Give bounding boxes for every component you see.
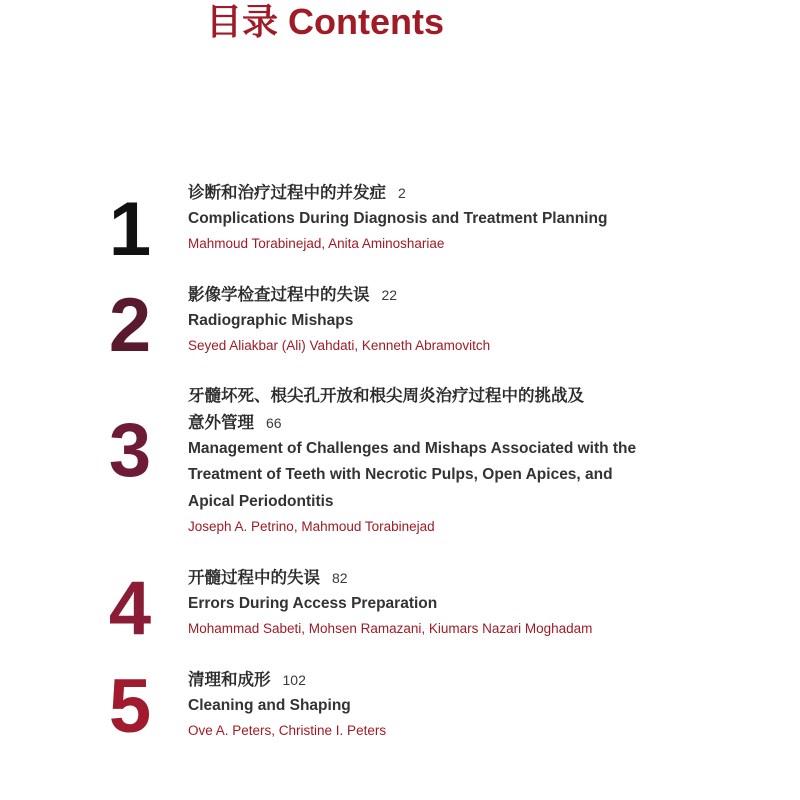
page-number: 22 [381,287,398,303]
chapter-title-zh-line1: 牙髓坏死、根尖孔开放和根尖周炎治疗过程中的挑战及 [188,387,584,405]
page-number: 2 [398,185,406,201]
chapter-title-en: Complications During Diagnosis and Treatment Planning [188,210,608,227]
chapter-authors: Mahmoud Torabinejad, Anita Aminoshariae [188,236,445,251]
chapter-number: 5 [108,664,152,749]
chapter-title-en-line3: Apical Periodontitis [188,493,334,510]
chapter-title-zh-line2: 意外管理 66 [188,414,282,432]
chapter-authors: Mohammad Sabeti, Mohsen Ramazani, Kiumars Nazari Moghadam [188,621,593,636]
page-number: 66 [266,415,282,431]
chapter-number: 3 [108,408,152,493]
page-number: 82 [332,570,348,586]
chapter-title-zh: 诊断和治疗过程中的并发症 2 [188,184,406,202]
chapter-authors: Seyed Aliakbar (Ali) Vahdati, Kenneth Abramovitch [188,338,491,353]
chapter-authors: Ove A. Peters, Christine I. Peters [188,723,387,738]
chapter-title-zh: 影像学检查过程中的失误 22 [188,286,398,304]
chapter-title-en-line1: Management of Challenges and Mishaps Associated with the [188,440,637,457]
chapter-title-en: Radiographic Mishaps [188,312,354,329]
page-number: 102 [282,672,306,688]
chapter-title-zh: 开髓过程中的失误 82 [188,569,348,587]
chapter-number: 4 [108,566,152,651]
chapter-authors: Joseph A. Petrino, Mahmoud Torabinejad [188,519,435,534]
chapter-title-en: Errors During Access Preparation [188,595,438,612]
chapter-title-en-line2: Treatment of Teeth with Necrotic Pulps, Open Apices, and [188,466,613,483]
page-title: 目录 Contents [206,1,444,42]
chapter-number: 1 [108,187,152,272]
chapter-number: 2 [108,283,152,368]
chapter-title-en: Cleaning and Shaping [188,697,351,714]
chapter-title-zh: 清理和成形 102 [188,671,306,689]
